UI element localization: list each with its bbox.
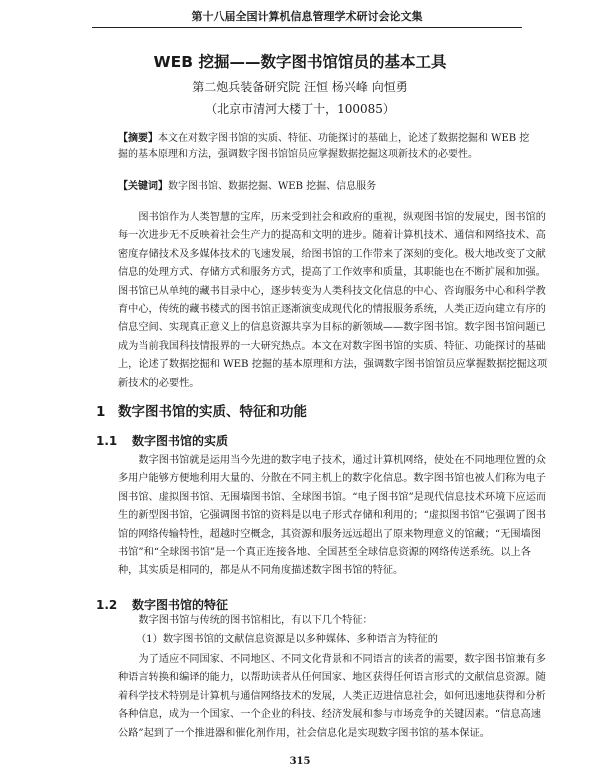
section-1-1-heading	[96, 432, 228, 449]
section-1-heading	[96, 400, 307, 420]
paper-authors: 第二炮兵装备研究院 汪恒 杨兴峰 向恒勇	[192, 80, 408, 94]
section-1-1-number: 1.1	[96, 434, 118, 448]
section-1-number: 1	[96, 404, 106, 420]
feature-item-1: （1）数字图书馆的文献信息资源是以多种媒体、多种语言为特征的	[136, 634, 438, 645]
running-header: 第十八届全国计算机信息管理学术研讨会论文集	[92, 8, 522, 28]
abstract-text: 本文在对数字图书馆的实质、特征、功能探讨的基础上，论述了数据挖掘和 WEB 挖掘的基本原理和方法，强调数字图书馆馆员应掌握数据挖掘这项新技术的必要性。	[118, 133, 530, 160]
paper-title: WEB 挖掘——数字图书馆馆员的基本工具	[153, 53, 447, 71]
section-1-2-intro: 数字图书馆与传统的图书馆相比，有以下几个特征：	[138, 615, 373, 626]
section-1-title: 数字图书馆的实质、特征和功能	[118, 404, 307, 420]
section-1-2-number: 1.2	[96, 598, 118, 612]
section-1-1-paragraph: 数字图书馆就是运用当今先进的数字电子技术，通过计算机网络，使处在不同地理位置的众多用户能够方便地利用大量的、分散在不同主机上的数字化信息。数字图书馆也被人们称为电子图书馆、虚拟图书馆、无围墙图书馆、全球图书馆。“电子图书馆”是现代信息技术环境下应运而生的新型图书馆，它强调图书馆的资料是以电子形式存储和利用的；“虚拟图书馆”它强调了图书馆的网络传输特性，超越时空概念，其资源和服务远远超出了原来物理意义的馆藏；“无围墙图书馆”和“全球图书馆”是一个真正连接各地、全国甚至全球信息资源的网络传送系统。以上各种，其实质是相同的，都是从不同角度描述数字图书馆的特征。	[118, 455, 547, 577]
keywords-label: 【关键词】	[118, 181, 168, 192]
paper-address: （北京市清河大楼丁十，100085）	[205, 102, 395, 116]
intro-paragraph: 图书馆作为人类智慧的宝库，历来受到社会和政府的重视，纵观图书馆的发展史，图书馆的每一次进步无不反映着社会生产力的提高和文明的进步。随着计算机技术、通信和网络技术、高密度存储技术及多媒体技术的飞速发展，给图书馆的工作带来了深刻的变化。极大地改变了文献信息的处理方式、存储方式和服务方式，提高了工作效率和质量，其职能也在不断扩展和加强。图书馆已从单纯的藏书目录中心，逐步转变为人类科技文化信息的中心、咨询服务中心和科学教育中心，传统的藏书楼式的图书馆正逐渐演变成现代化的情报服务系统，人类正迈向建立有序的信息空间、实现真正意义上的信息资源共享为目标的新领域——数字图书馆。数字图书馆问题已成为当前我国科技情报界的一大研究热点。本文在对数字图书馆的实质、特征、功能探讨的基础上，论述了数据挖掘和 WEB 挖掘的基本原理和方法，强调数字图书馆馆员应掌握数据挖掘这项新技术的必要性。	[118, 212, 548, 389]
keywords	[118, 179, 538, 195]
section-1-2-title: 数字图书馆的特征	[132, 598, 229, 612]
keywords-text: 数字图书馆、数据挖掘、WEB 挖掘、信息服务	[168, 181, 377, 192]
page-number: 315	[289, 756, 311, 767]
abstract	[118, 131, 538, 163]
section-1-2-heading	[96, 596, 228, 613]
section-1-1-title: 数字图书馆的实质	[132, 434, 229, 448]
feature-item-1-paragraph: 为了适应不同国家、不同地区、不同文化背景和不同语言的读者的需要，数字图书馆兼有多种语言转换和编译的能力，以帮助读者从任何国家、地区获得任何语言形式的文献信息资源。随着科学技术特别是计算机与通信网络技术的发展，人类正迈进信息社会，如何迅速地获得和分析各种信息，成为一个国家、一个企业的科技、经济发展和参与市场竞争的关键因素。“信息高速公路”起到了一个推进器和催化剂作用，社会信息化是实现数字图书馆的基本保证。	[118, 654, 546, 739]
abstract-label: 【摘要】	[118, 133, 158, 144]
